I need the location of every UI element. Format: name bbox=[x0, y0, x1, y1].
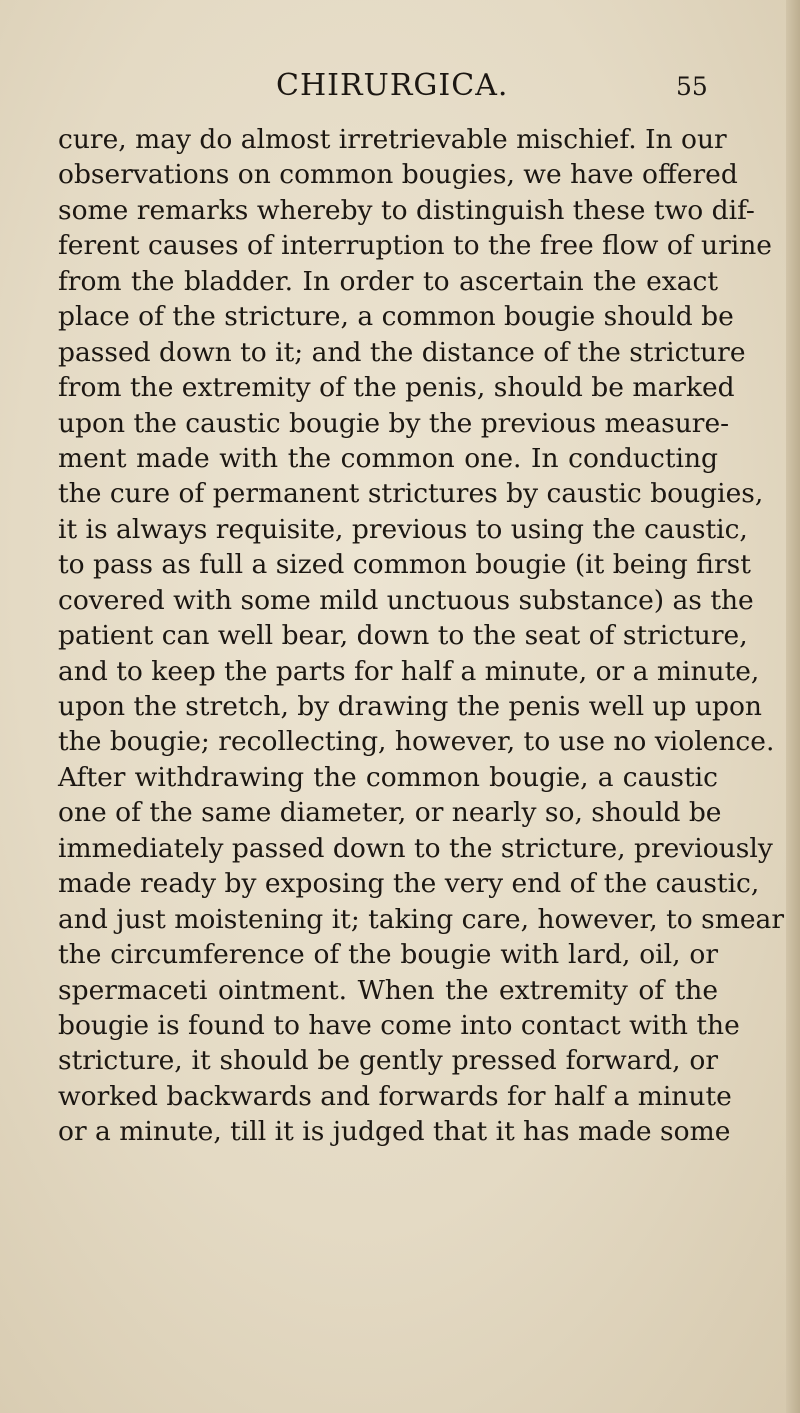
text-line: made ready by exposing the very end of the caustic, bbox=[58, 868, 760, 900]
text-line: the bougie; recollecting, however, to use no violence. bbox=[58, 726, 775, 758]
text-line: place of the stricture, a common bougie should be bbox=[58, 301, 734, 333]
text-line: the circumference of the bougie with lard, oil, or bbox=[58, 939, 718, 971]
text-line: from the bladder. In order to ascertain the exact bbox=[58, 265, 718, 297]
text-line: spermaceti ointment. When the extremity of the bbox=[58, 974, 718, 1006]
text-line: upon the stretch, by drawing the penis well up upon bbox=[58, 691, 762, 722]
text-line: patient can well bear, down to the seat of stricture, bbox=[58, 620, 748, 652]
text-line: from the extremity of the penis, should be marked bbox=[58, 372, 735, 404]
text-line: and to keep the parts for half a minute, or a minute, bbox=[58, 655, 760, 687]
page-number: 55 bbox=[676, 72, 708, 101]
text-line: it is always requisite, previous to using the caustic, bbox=[58, 513, 748, 545]
text-line: covered with some mild unctuous substance) as the bbox=[58, 584, 754, 616]
text-line: ferent causes of interruption to the free flow of urine bbox=[58, 230, 772, 262]
text-line: the cure of permanent strictures by caustic bougies, bbox=[58, 478, 764, 510]
text-line: worked backwards and forwards for half a minute bbox=[58, 1080, 732, 1112]
text-line: immediately passed down to the stricture, previously bbox=[58, 832, 773, 864]
text-line: stricture, it should be gently pressed forward, or bbox=[58, 1045, 718, 1077]
body-text bbox=[58, 122, 784, 1150]
text-line: to pass as full a sized common bougie (it being first bbox=[58, 549, 751, 581]
text-line: ment made with the common one. In conducting bbox=[58, 442, 718, 474]
text-line: cure, may do almost irretrievable mischief. In our bbox=[58, 124, 727, 155]
text-line: upon the caustic bougie by the previous measure- bbox=[58, 407, 730, 439]
page-edge bbox=[786, 0, 800, 1413]
text-line: and just moistening it; taking care, however, to smear bbox=[58, 903, 784, 935]
text-line: bougie is found to have come into contact with the bbox=[58, 1009, 740, 1041]
text-line: After withdrawing the common bougie, a caustic bbox=[58, 761, 718, 793]
page-header bbox=[0, 68, 800, 108]
text-line: or a minute, till it is judged that it has made some bbox=[58, 1116, 731, 1148]
text-line: passed down to it; and the distance of the stricture bbox=[58, 336, 746, 368]
text-line: one of the same diameter, or nearly so, should be bbox=[58, 797, 722, 829]
text-line: some remarks whereby to distinguish these two dif- bbox=[58, 194, 755, 226]
running-title: CHIRURGICA. bbox=[276, 68, 509, 103]
text-line: observations on common bougies, we have offered bbox=[58, 159, 738, 191]
